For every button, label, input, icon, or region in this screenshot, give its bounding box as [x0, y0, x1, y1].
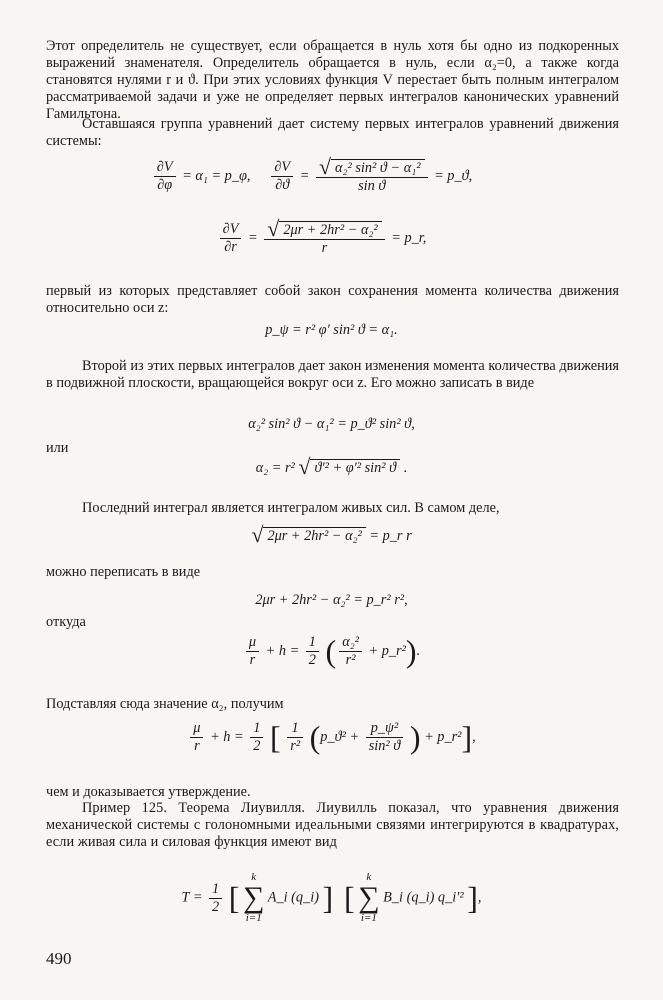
paragraph-can-rewrite: можно переписать в виде	[46, 564, 201, 580]
page-number: 490	[46, 949, 72, 968]
paragraph-substituting: Подставляя сюда значение α₂, получим	[46, 696, 284, 712]
equation-alpha2: α₂ = r² √ ϑ′² + φ′² sin² ϑ .	[255, 454, 408, 479]
equation-liouville-T: T = $\frac{1}{2}$ [ k ∑ i=1 A_i (q_i) ] [ k ∑ i=1 B_i (q_i) q_i′² ],	[181, 871, 482, 924]
equation-first-integrals-1: $\frac{\partial V}{\partial\varphi}$ = α₁ = p_φ, $\frac{\partial V}{\partial ϑ}$ = $\frac{\text{√ α₂² sin² ϑ − α₁²}}{\text{sin ϑ}}$ = p_ϑ,	[0, 158, 643, 195]
equation-alpha-relation: α₂² sin² ϑ − α₁² = p_ϑ² sin² ϑ,	[248, 416, 415, 432]
equation-mu-over-r: $\frac{\mu}{r}$ + h = $\frac{1}{2}$ ( $\frac{\text{α₂²}}{\text{r²}}$ + p_r²).	[0, 634, 663, 669]
paragraph-last-integral: Последний интеграл является интегралом живых сил. В самом деле,	[82, 500, 500, 516]
equation-momentum-z: p_ψ = r² φ′ sin² ϑ = α₁.	[265, 322, 398, 338]
paragraph-second-integral: Второй из этих первых интегралов дает закон изменения момента количества движения в подвижной плоскости, вращающейся вокруг оси z. Его можно записать в виде	[46, 358, 619, 391]
paragraph-first-of-which: первый из которых представляет собой закон сохранения момента количества движения относительно оси z:	[46, 283, 619, 316]
paragraph-determinant: Этот определитель не существует, если обращается в нуль хотя бы одно из подкоренных выражений знаменателя. Определитель обращается в нуль, если α₂=0, а также когда становятся нулями r и ϑ. При этих условиях функция V перестает быть полным интегралом рассматриваемой задачи и уже не определяет первых интегралов канонических уравнений Гамильтона.	[46, 38, 619, 122]
label-whence: откуда	[46, 614, 86, 630]
paragraph-remaining-group: Оставшаяся группа уравнений дает систему первых интегралов уравнений движения системы:	[46, 116, 619, 149]
paragraph-proved: чем и доказывается утверждение.	[46, 784, 251, 800]
equation-energy-squared: 2μr + 2hr² − α₂² = p_r² r²,	[255, 592, 408, 608]
paragraph-example-125: Пример 125. Теорема Лиувилля. Лиувилль показал, что уравнения движения механической системы с голономными идеальными связями интегрируются в квадратурах, если живая сила и силовая функция имеют вид	[46, 800, 619, 850]
equation-first-integrals-2: $\frac{\partial V}{\partial r}$ = $\frac{\text{√ 2μr + 2hr² − α₂²}}{r}$ = p_r,	[0, 220, 653, 257]
equation-final: $\frac{\mu}{r}$ + h = $\frac{1}{2}$ [ $\frac{1}{\text{r²}}$ (p_ϑ² + $\frac{\text{p\_ψ²}}{\text{sin² ϑ}}$ ) + p_r²],	[0, 720, 663, 755]
label-or: или	[46, 440, 69, 456]
equation-energy-sqrt: √ 2μr + 2hr² − α₂² = p_r r	[251, 522, 412, 547]
